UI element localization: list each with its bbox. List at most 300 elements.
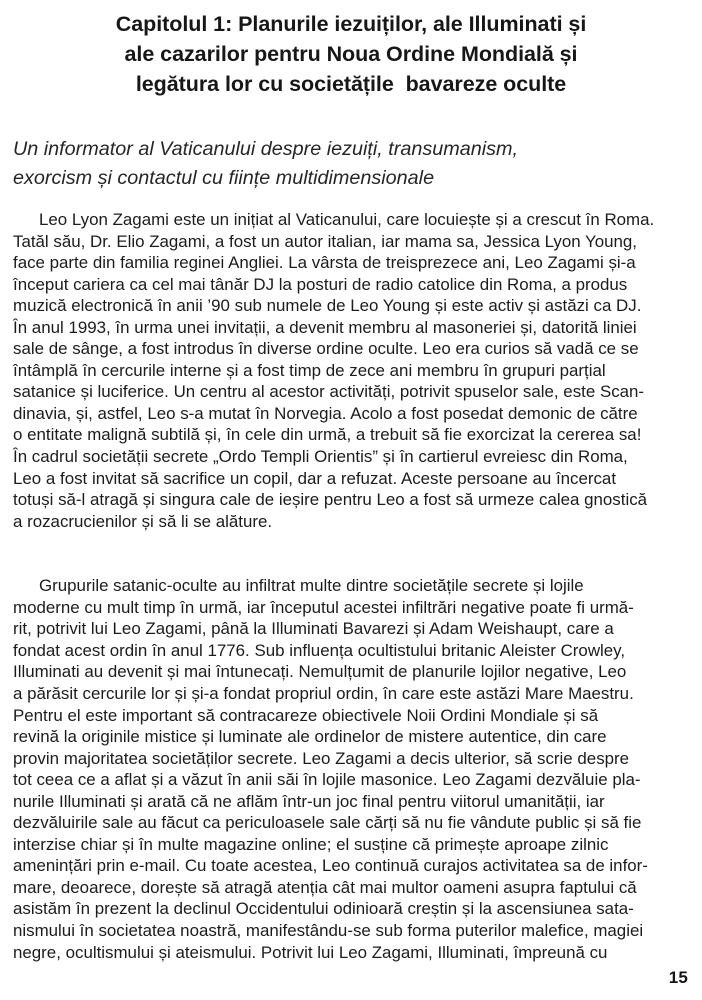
- word: fi: [576, 597, 585, 617]
- word: cariera: [73, 274, 125, 294]
- word: timp: [289, 360, 322, 380]
- word: ordine: [316, 339, 364, 359]
- text-line: [13, 360, 689, 382]
- word: a: [214, 231, 225, 251]
- word: autor: [284, 231, 323, 251]
- word: totuși: [13, 490, 54, 510]
- word: curios: [484, 339, 530, 359]
- word: poate: [529, 597, 572, 617]
- word: originile: [81, 727, 140, 747]
- word: său,: [53, 231, 86, 251]
- word: în: [82, 360, 97, 380]
- word: produs: [575, 274, 628, 294]
- word: a: [397, 403, 407, 423]
- word: în: [157, 296, 172, 316]
- word: dar: [297, 468, 323, 488]
- word: ocultistului: [357, 640, 437, 660]
- word: ulterior,: [454, 748, 510, 768]
- word: satanice: [13, 382, 76, 402]
- page-title: [0, 0, 702, 99]
- word: să: [601, 813, 619, 833]
- word: Aceste: [400, 468, 453, 488]
- word: era: [455, 339, 480, 359]
- word: ordin,: [336, 683, 379, 703]
- text-line: [13, 489, 689, 511]
- word: mai: [178, 274, 206, 294]
- word: Angliei.: [228, 253, 284, 273]
- word: online;: [281, 834, 332, 854]
- word: și: [167, 662, 180, 682]
- word: invitații,: [214, 317, 271, 337]
- text-line: [13, 661, 689, 683]
- word: Scan-: [599, 382, 645, 402]
- word: și: [80, 382, 93, 402]
- word: în: [79, 921, 94, 940]
- word: dezvăluirile: [13, 813, 98, 833]
- text-line: [13, 855, 689, 877]
- word: până: [211, 619, 249, 639]
- word: Leo: [13, 468, 42, 488]
- word: și,: [204, 425, 222, 445]
- paragraph-1: [13, 209, 689, 554]
- word: fondat: [223, 683, 271, 703]
- word: persoane: [457, 468, 528, 488]
- word: Young,: [585, 231, 637, 251]
- word: și: [174, 683, 187, 703]
- word: mult: [106, 597, 139, 617]
- word: public: [535, 813, 580, 833]
- word: anii: [176, 296, 203, 316]
- word: primește: [434, 834, 500, 854]
- word: scrie: [537, 748, 573, 768]
- word: din: [280, 425, 304, 445]
- word: dintre: [346, 576, 389, 596]
- word: parțial: [559, 360, 606, 380]
- chapter-subtitle: [0, 99, 702, 192]
- word: urmă,: [307, 425, 352, 445]
- word: a: [100, 770, 110, 790]
- word: de: [585, 856, 605, 876]
- text-line: [13, 683, 689, 705]
- word: lojile: [322, 770, 356, 790]
- word: să: [201, 877, 220, 897]
- word: datorită: [541, 317, 599, 337]
- word: societăților: [151, 748, 233, 768]
- word: masoneriei: [432, 317, 516, 337]
- word: și: [151, 770, 164, 790]
- word: este: [451, 296, 484, 316]
- word: urma: [134, 317, 173, 337]
- word: la: [253, 619, 267, 639]
- word: urmeze: [478, 490, 535, 510]
- word: întâmplă: [13, 360, 78, 380]
- word: într-un: [282, 791, 332, 811]
- word: în: [227, 770, 242, 790]
- text-line: [13, 274, 689, 296]
- word: și: [201, 727, 214, 747]
- word: în: [115, 317, 130, 337]
- word: și: [142, 490, 155, 510]
- text-line: [13, 468, 689, 490]
- word: Aleister: [499, 640, 556, 660]
- text-line: [13, 252, 689, 274]
- word: refuzat.: [340, 468, 398, 488]
- word: Leo: [422, 339, 451, 359]
- text-line: [13, 511, 689, 533]
- word: Illuminati: [271, 619, 338, 639]
- title-line-2: ale cazarilor pentru Noua Ordine Mondială și: [124, 42, 578, 66]
- word: și: [584, 813, 597, 833]
- word: Roma,: [578, 447, 628, 467]
- word: activitatea: [482, 856, 559, 876]
- word: Zagami,: [371, 942, 433, 962]
- word: pentru: [398, 791, 446, 811]
- text-line: [13, 295, 689, 317]
- word: la: [539, 425, 553, 445]
- word: de: [388, 662, 408, 682]
- paragraph-2: [13, 575, 689, 984]
- word: zilnic: [570, 834, 609, 854]
- word: a: [396, 748, 406, 768]
- word: cercurile: [101, 360, 166, 380]
- word: Illuminati,: [437, 942, 509, 962]
- word: centru: [199, 382, 247, 402]
- word: Leo: [376, 490, 405, 510]
- word: a: [512, 210, 522, 229]
- word: ani,: [482, 253, 510, 273]
- word: declinul: [173, 899, 231, 919]
- word: Bavarezi: [342, 619, 409, 639]
- text-line: [13, 618, 689, 640]
- word: făcut: [161, 813, 199, 833]
- word: la: [63, 727, 77, 747]
- word: evreiesc: [483, 447, 547, 467]
- text-line: [13, 769, 689, 791]
- word: Grupurile: [39, 576, 109, 596]
- word: Young: [382, 296, 431, 316]
- word: către: [600, 403, 638, 423]
- text-line: [13, 597, 689, 619]
- word: de: [384, 727, 404, 747]
- word: e-mail.: [129, 856, 181, 876]
- word: entitate: [27, 425, 83, 445]
- word: Leo: [321, 856, 351, 876]
- word: aflat: [114, 770, 147, 790]
- word: să: [197, 705, 215, 725]
- word: Roma.: [604, 210, 655, 229]
- word: din: [550, 447, 574, 467]
- word: În: [13, 317, 28, 337]
- word: al: [251, 382, 265, 402]
- word: lor: [151, 683, 170, 703]
- word: fost: [141, 339, 169, 359]
- word: este: [439, 683, 472, 703]
- word: demonic: [508, 403, 572, 423]
- title-line-3: legătura lor cu societățile bavareze oculte: [135, 72, 567, 96]
- word: pla-: [612, 770, 641, 790]
- word: fie: [444, 425, 463, 445]
- word: ca: [593, 296, 612, 316]
- word: familia: [120, 253, 169, 273]
- text-line: [13, 381, 689, 403]
- word: să: [140, 468, 159, 488]
- word: chiar: [80, 834, 118, 854]
- word: potrivit: [36, 619, 87, 639]
- word: împreună: [513, 942, 585, 962]
- word: secrete: [152, 447, 209, 467]
- word: Leo: [514, 253, 543, 273]
- word: să: [580, 705, 599, 725]
- word: masonice.: [360, 770, 438, 790]
- word: și: [532, 576, 546, 596]
- word: astfel,: [97, 403, 143, 423]
- word: ale: [287, 727, 310, 747]
- word: în: [226, 425, 241, 445]
- word: prin: [96, 856, 125, 876]
- word: atragă: [224, 877, 273, 897]
- word: societății: [82, 447, 149, 467]
- word: un: [229, 468, 249, 488]
- word: vadă: [556, 339, 594, 359]
- word: în: [399, 447, 414, 467]
- word: grupuri: [502, 360, 555, 380]
- word: joc: [336, 791, 358, 811]
- word: treisprezece: [385, 253, 478, 273]
- word: deoarece,: [60, 877, 137, 897]
- word: acest: [64, 640, 106, 660]
- word: mutat: [208, 403, 251, 423]
- word: malignă: [87, 425, 147, 445]
- word: în: [255, 403, 270, 423]
- text-line: [13, 209, 689, 231]
- word: au: [532, 468, 552, 488]
- word: ascensiunea: [496, 899, 592, 919]
- word: revină: [13, 727, 60, 747]
- word: în: [383, 683, 398, 703]
- word: zece: [349, 360, 385, 380]
- word: și: [130, 791, 143, 811]
- word: muzică: [13, 296, 67, 316]
- word: s-a: [180, 403, 204, 423]
- word: liniei: [602, 317, 637, 337]
- word: sa: [563, 856, 582, 876]
- word: calea: [539, 490, 580, 510]
- word: propriul: [275, 683, 332, 703]
- word: oameni: [443, 877, 499, 897]
- word: spuselor: [454, 382, 519, 402]
- word: satanic-oculte: [113, 576, 218, 596]
- word: Zagami: [547, 253, 604, 273]
- title-line-1: Capitolul 1: Planurile iezuiților, ale Illuminati și: [115, 12, 587, 36]
- word: moderne: [13, 597, 80, 617]
- word: contracareze: [219, 705, 318, 725]
- word: În: [13, 447, 28, 467]
- word: al: [415, 317, 429, 337]
- word: iar: [585, 791, 605, 811]
- word: sale: [102, 813, 134, 833]
- word: toate: [211, 856, 249, 876]
- word: Templi: [260, 447, 310, 467]
- word: ani: [389, 360, 413, 380]
- word: exorcizat: [466, 425, 535, 445]
- word: care: [401, 683, 435, 703]
- word: Nemulțumit: [298, 662, 384, 682]
- word: Ordini: [440, 705, 486, 725]
- word: au: [84, 662, 104, 682]
- word: Zagami: [335, 748, 392, 768]
- word: cadrul: [31, 447, 78, 467]
- word: cartierul: [418, 447, 479, 467]
- word: să: [514, 748, 533, 768]
- word: Roma,: [507, 274, 557, 294]
- word: sub: [234, 296, 262, 316]
- word: cererea: [556, 425, 615, 445]
- word: prezent: [94, 899, 152, 919]
- word: fie: [623, 813, 642, 833]
- word: asistăm: [13, 899, 72, 919]
- word: iar: [381, 231, 400, 251]
- word: sa!: [618, 425, 642, 445]
- word: 1776.: [207, 640, 250, 660]
- word: secrete.: [237, 748, 298, 768]
- word: urmă-: [589, 597, 634, 617]
- word: că: [190, 791, 209, 811]
- word: dezvăluie: [536, 770, 608, 790]
- word: urmă,: [198, 597, 243, 617]
- word: că: [412, 834, 431, 854]
- word: Zagami: [112, 210, 169, 229]
- word: atenția: [276, 877, 328, 897]
- word: DJ: [253, 274, 275, 294]
- word: care: [386, 210, 420, 229]
- word: electronică: [71, 296, 153, 316]
- word: să: [534, 339, 553, 359]
- word: lui: [317, 942, 335, 962]
- word: au: [137, 813, 157, 833]
- word: în: [303, 770, 318, 790]
- word: de: [325, 360, 345, 380]
- word: interzise: [13, 834, 76, 854]
- word: posedat: [443, 403, 504, 423]
- word: tânăr: [210, 274, 249, 294]
- word: cărți: [365, 813, 398, 833]
- word: despre: [577, 748, 630, 768]
- word: sale: [329, 813, 361, 833]
- word: lojile: [549, 576, 584, 596]
- word: au: [222, 576, 241, 596]
- word: singura: [159, 490, 215, 510]
- word: acestor: [269, 382, 325, 402]
- word: potrivit: [399, 382, 450, 402]
- line-text: a rozacrucienilor și să li se alăture.: [13, 511, 273, 531]
- word: trebuit: [369, 425, 417, 445]
- word: mare,: [13, 877, 57, 897]
- word: ce: [598, 339, 617, 359]
- word: ordinelor: [314, 727, 381, 747]
- word: odinioară: [333, 899, 403, 919]
- word: reginei: [173, 253, 225, 273]
- word: subtilă: [151, 425, 200, 445]
- word: Leo: [442, 770, 471, 790]
- word: faptului: [559, 877, 615, 897]
- word: Leo: [338, 942, 368, 962]
- word: cât: [332, 877, 355, 897]
- word: cu: [589, 942, 608, 962]
- word: de: [48, 339, 68, 359]
- word: devenit: [289, 317, 344, 337]
- word: infiltrat: [245, 576, 296, 596]
- word: și: [413, 619, 426, 639]
- word: britanic: [441, 640, 496, 660]
- word: 1993,: [68, 317, 111, 337]
- word: Zagami,: [149, 231, 211, 251]
- word: ieșire: [278, 490, 320, 510]
- word: nurile: [13, 791, 55, 811]
- word: posturi: [296, 274, 348, 294]
- word: un: [260, 231, 280, 251]
- word: Pentru: [13, 705, 63, 725]
- word: rit,: [13, 619, 32, 639]
- word: devenit: [107, 662, 163, 682]
- word: membru: [348, 317, 411, 337]
- word: italian,: [327, 231, 377, 251]
- word: introdus: [173, 339, 234, 359]
- word: cale: [219, 490, 251, 510]
- word: a: [355, 425, 366, 445]
- word: obiectivele: [322, 705, 402, 725]
- word: sub: [375, 921, 403, 940]
- word: oculte.: [368, 339, 418, 359]
- word: atragă: [90, 490, 138, 510]
- word: multor: [391, 877, 439, 897]
- word: și: [495, 210, 508, 229]
- text-line: [13, 575, 689, 597]
- word: invitat: [91, 468, 137, 488]
- word: Lyon: [544, 231, 581, 251]
- word: Mondiale: [490, 705, 559, 725]
- word: și-a: [191, 683, 219, 703]
- word: început: [13, 274, 69, 294]
- word: Adam: [429, 619, 474, 639]
- text-line: [13, 317, 689, 339]
- page-number: 15: [668, 968, 688, 987]
- word: fost: [423, 490, 451, 510]
- word: de: [576, 403, 596, 423]
- text-line: [13, 834, 689, 856]
- word: luciferice.: [97, 382, 169, 402]
- word: inițiat: [233, 210, 274, 229]
- word: lojilor: [480, 662, 521, 682]
- word: societatea: [98, 921, 176, 940]
- word: mama: [404, 231, 452, 251]
- word: ceea: [36, 770, 74, 790]
- word: curajos: [423, 856, 478, 876]
- word: ca: [129, 274, 148, 294]
- word: Un: [173, 382, 196, 402]
- word: a: [127, 339, 138, 359]
- text-line: [13, 705, 689, 727]
- word: în: [483, 360, 498, 380]
- word: ocultismului: [65, 942, 154, 962]
- word: malefice,: [521, 921, 589, 940]
- word: Cu: [184, 856, 207, 876]
- word: care: [573, 727, 607, 747]
- word: Mare: [524, 683, 564, 703]
- word: membru: [416, 360, 479, 380]
- word: Tatăl: [13, 231, 49, 251]
- word: Maestru.: [568, 683, 634, 703]
- word: să: [401, 813, 420, 833]
